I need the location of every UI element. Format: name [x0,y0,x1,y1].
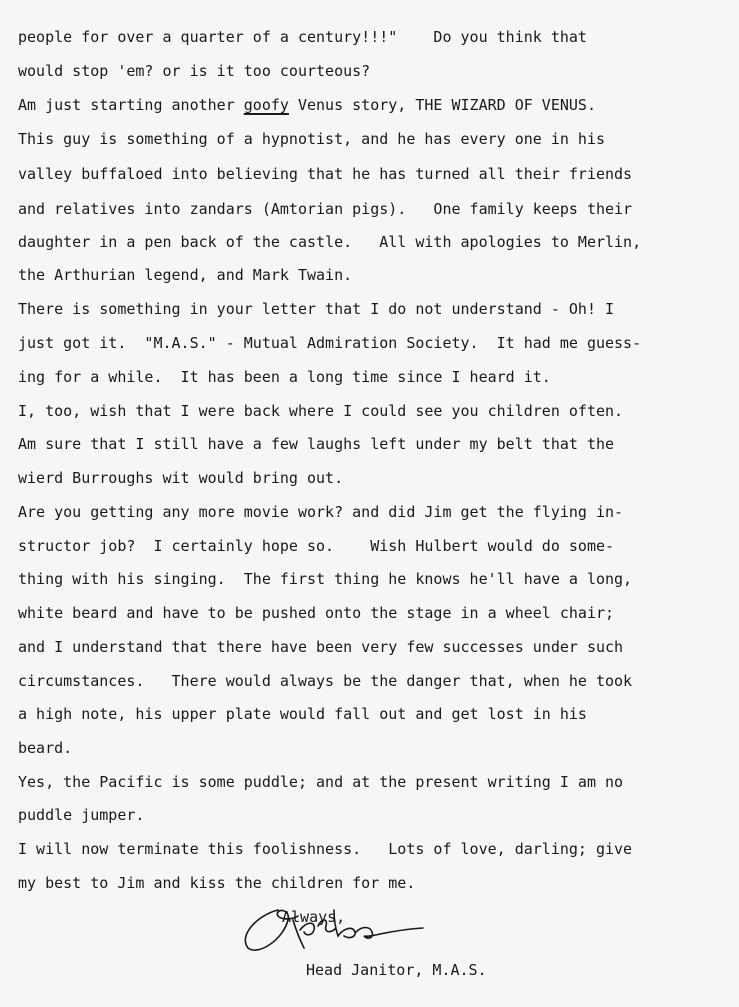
letter-line: I, too, wish that I were back where I could see you children often. [18,402,624,420]
letter-line: wierd Burroughs wit would bring out. [18,469,344,487]
letter-line: and relatives into zandars (Amtorian pigs). One family keeps their [18,200,633,218]
letter-line-end: Venus story, THE WIZARD OF VENUS. [288,96,596,114]
closing: Always, [282,908,346,926]
letter-line: and I understand that there have been very few successes under such [18,638,624,656]
letter-line [18,96,596,114]
letter-line: ing for a while. It has been a long time since I heard it. [18,368,551,386]
letter-line: Yes, the Pacific is some puddle; and at the present writing I am no [18,773,624,791]
underlined-word: goofy [243,96,289,114]
letter-line: just got it. "M.A.S." - Mutual Admiration Society. It had me guess- [18,334,642,352]
letter-line: daughter in a pen back of the castle. All with apologies to Merlin, [18,233,642,251]
letter-line-start: Am just starting another [18,96,244,114]
signoff: Head Janitor, M.A.S. [306,961,487,979]
letter-line: Are you getting any more movie work? and did Jim get the flying in- [18,503,624,521]
letter-line: the Arthurian legend, and Mark Twain. [18,266,353,284]
letter-line: white beard and have to be pushed onto the stage in a wheel chair; [18,604,615,622]
letter-line: circumstances. There would always be the danger that, when he took [18,672,633,690]
letter-line: my best to Jim and kiss the children for me. [18,874,416,892]
letter-line: Am sure that I still have a few laughs left under my belt that the [18,435,615,453]
letter-line: structor job? I certainly hope so. Wish Hulbert would do some- [18,537,615,555]
letter-line: thing with his singing. The first thing he knows he'll have a long, [18,570,633,588]
letter-line: puddle jumper. [18,806,145,824]
letter-line: would stop 'em? or is it too courteous? [18,62,371,80]
letter-line: valley buffaloed into believing that he has turned all their friends [18,165,633,183]
letter-line: This guy is something of a hypnotist, and he has every one in his [18,130,605,148]
letter-line: a high note, his upper plate would fall out and get lost in his [18,705,587,723]
handwritten-signature [238,890,438,960]
letter-line: beard. [18,739,73,757]
letter-line: people for over a quarter of a century!!!" Do you think that [18,28,587,46]
letter-line: There is something in your letter that I do not understand - Oh! I [18,300,615,318]
letter-line: I will now terminate this foolishness. Lots of love, darling; give [18,840,633,858]
